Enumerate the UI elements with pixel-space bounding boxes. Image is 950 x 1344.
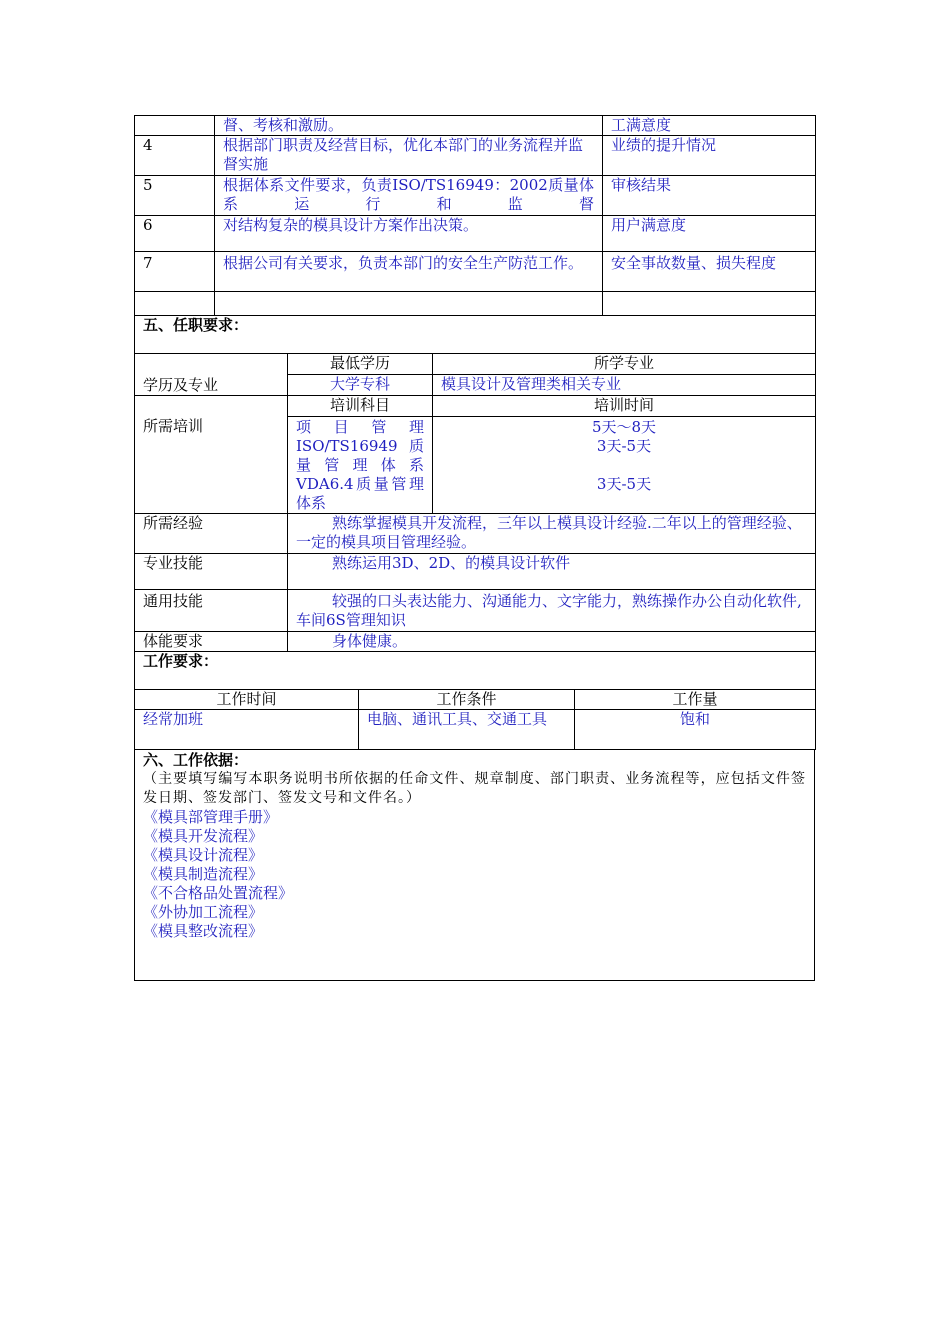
table-row xyxy=(135,116,816,136)
duty-description: 根据公司有关要求，负责本部门的安全生产防范工作。 xyxy=(215,252,603,292)
duty-description: 根据体系文件要求，负责ISO/TS16949：2002质量体系运行和监督 xyxy=(215,176,603,216)
list-item: 《外协加工流程》 xyxy=(143,903,264,921)
basis-document-list xyxy=(143,808,806,941)
work-requirements-title: 工作要求： xyxy=(135,652,816,690)
table-row xyxy=(135,396,816,417)
physical-label: 体能要求 xyxy=(135,632,288,652)
work-conditions-table xyxy=(134,689,816,750)
duty-metric: 业绩的提升情况 xyxy=(603,136,816,176)
work-condition-value: 电脑、通讯工具、交通工具 xyxy=(359,710,575,750)
duty-description: 对结构复杂的模具设计方案作出决策。 xyxy=(215,216,603,252)
general-skill-value: 较强的口头表达能力、沟通能力、文字能力，熟练操作办公自动化软件,车间6S管理知识 xyxy=(288,590,816,632)
table-row xyxy=(135,710,816,750)
physical-value: 身体健康。 xyxy=(288,632,816,652)
experience-label: 所需经验 xyxy=(135,514,288,554)
job-description-page xyxy=(134,115,815,981)
training-time-2: 3天-5天 xyxy=(596,437,652,455)
requirements-table xyxy=(134,315,816,690)
training-subject-header: 培训科目 xyxy=(288,396,433,417)
list-item: 《模具部管理手册》 xyxy=(143,808,279,826)
list-item: 《不合格品处置流程》 xyxy=(143,884,294,902)
list-item: 《模具开发流程》 xyxy=(143,827,264,845)
table-row xyxy=(135,632,816,652)
min-education-value: 大学专科 xyxy=(288,375,433,396)
work-condition-header: 工作条件 xyxy=(359,690,575,710)
duty-number xyxy=(135,116,215,136)
table-row xyxy=(135,652,816,690)
training-times xyxy=(433,417,816,514)
duty-description: 督、考核和激励。 xyxy=(215,116,603,136)
pro-skill-value: 熟练运用3D、2D、的模具设计软件 xyxy=(288,554,816,590)
major-header: 所学专业 xyxy=(433,354,816,375)
major-value: 模具设计及管理类相关专业 xyxy=(433,375,816,396)
section5-title: 五、任职要求： xyxy=(135,316,816,354)
training-time-header: 培训时间 xyxy=(433,396,816,417)
training-time-3: 3天-5天 xyxy=(596,475,652,493)
duty-description: 根据部门职责及经营目标，优化本部门的业务流程并监督实施 xyxy=(215,136,603,176)
duties-table xyxy=(134,115,816,316)
table-row xyxy=(135,316,816,354)
workload-header: 工作量 xyxy=(575,690,816,710)
work-time-value: 经常加班 xyxy=(135,710,359,750)
duty-metric: 安全事故数量、损失程度 xyxy=(603,252,816,292)
experience-value: 熟练掌握模具开发流程，三年以上模具设计经验.二年以上的管理经验、一定的模具项目管理经验。 xyxy=(288,514,816,554)
workload-value: 饱和 xyxy=(575,710,816,750)
training-time-1: 5天～8天 xyxy=(591,418,657,436)
list-item: 《模具制造流程》 xyxy=(143,865,264,883)
table-row xyxy=(135,750,815,981)
duty-metric: 工满意度 xyxy=(603,116,816,136)
basis-table xyxy=(134,749,815,981)
duty-metric: 审核结果 xyxy=(603,176,816,216)
duty-metric: 用户满意度 xyxy=(603,216,816,252)
table-row xyxy=(135,216,816,252)
section6-title: 六、工作依据： xyxy=(143,751,249,769)
list-item: 《模具设计流程》 xyxy=(143,846,264,864)
training-label: 所需培训 xyxy=(135,396,288,514)
table-row xyxy=(135,252,816,292)
table-row xyxy=(135,554,816,590)
table-row xyxy=(135,690,816,710)
table-row xyxy=(135,136,816,176)
training-subjects: 项目管理ISO/TS16949质量管理体系VDA6.4质量管理体系 xyxy=(288,417,433,514)
duty-number: 7 xyxy=(135,252,215,292)
duty-number: 5 xyxy=(135,176,215,216)
general-skill-label: 通用技能 xyxy=(135,590,288,632)
education-label: 学历及专业 xyxy=(135,354,288,396)
pro-skill-label: 专业技能 xyxy=(135,554,288,590)
table-row xyxy=(135,292,816,316)
table-row xyxy=(135,354,816,375)
section6-note: （主要填写编写本职务说明书所依据的任命文件、规章制度、部门职责、业务流程等，应包括文件签发日期、签发部门、签发文号和文件名。） xyxy=(143,771,806,806)
table-row xyxy=(135,590,816,632)
work-time-header: 工作时间 xyxy=(135,690,359,710)
table-row xyxy=(135,514,816,554)
min-education-header: 最低学历 xyxy=(288,354,433,375)
duty-number: 6 xyxy=(135,216,215,252)
table-row xyxy=(135,176,816,216)
list-item: 《模具整改流程》 xyxy=(143,922,264,940)
duty-number: 4 xyxy=(135,136,215,176)
